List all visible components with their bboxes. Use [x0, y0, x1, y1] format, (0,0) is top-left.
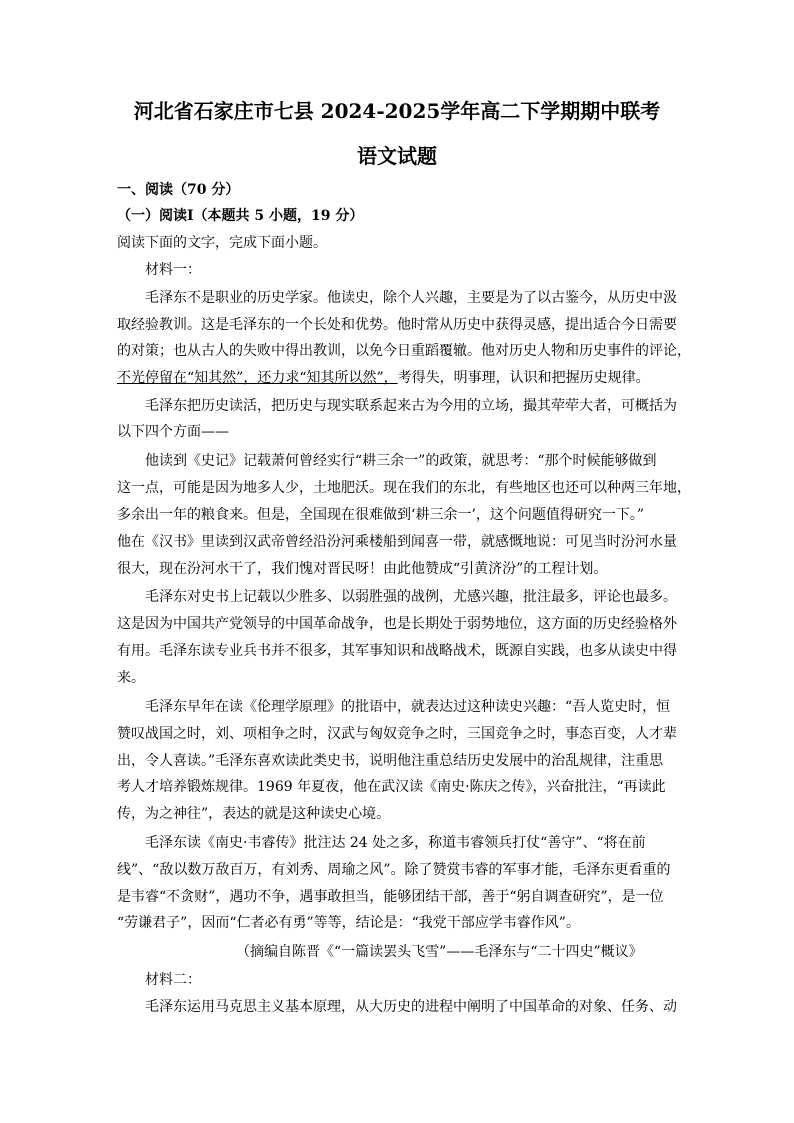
paragraph-line: 这一点，可能是因为地多人少，土地肥沃。现在我们的东北，有些地区也还可以种两三年地，: [117, 480, 691, 496]
paragraph-line: 这是因为中国共产党领导的中国革命战争，也是长期处于弱势地位，这方面的历史经验格外: [117, 616, 677, 632]
underlined-text: 不光停留在“知其然”，还力求“知其所以然”，: [117, 370, 398, 386]
paragraph-line: 以下四个方面——: [117, 424, 229, 440]
paragraph-line: 赞叹战国之时，刘、项相争之时，汉武与匈奴竞争之时，三国竞争之时，事态百变，人才辈: [117, 726, 677, 742]
document-subtitle: 语文试题: [357, 144, 437, 168]
material1-label: 材料一：: [145, 262, 201, 278]
material2-label: 材料二：: [145, 972, 201, 988]
instruction-text: 阅读下面的文字，完成下面小题。: [117, 235, 327, 251]
paragraph-line: 传，为之神往”，表达的就是这种读史心境。: [117, 806, 391, 822]
paragraph-line: [117, 368, 681, 388]
paragraph-line: 线”、“敌以数万敌百万，有刘秀、周瑜之风”。除了赞赏韦睿的军事才能，毛泽东更看重的: [117, 862, 671, 878]
paragraph-line-tail: 考得失，明事理，认识和把握历史规律。: [397, 370, 650, 386]
paragraph-line: 很大，现在汾河水干了，我们愧对晋民呀！由此他赞成“引黄济汾”的工程计划。: [117, 561, 608, 577]
citation: （摘编自陈晋《“一篇读罢头飞雪”——毛泽东与“二十四史”概议》: [236, 944, 643, 960]
paragraph-line: 毛泽东运用马克思主义基本原理，从大历史的进程中阐明了中国革命的对象、任务、动: [145, 999, 677, 1015]
paragraph-line: 毛泽东把历史读活，把历史与现实联系起来古为今用的立场，撮其荦荦大者，可概括为: [145, 398, 677, 414]
paragraph-line: 是韦睿“不贪财”，遇功不争，遇事敢担当，能够团结干部，善于“躬自调查研究”，是一位: [117, 889, 664, 905]
paragraph-line: 有用。毛泽东读专业兵书并不很多，其军事知识和战略战术，既源自实践，也多从读史中得: [117, 643, 677, 659]
paragraph-line: 出，令人喜读。”毛泽东喜欢读此类史书，说明他注重总结历史发展中的治乱规律，注重思: [117, 753, 664, 769]
paragraph-line: 多余出一年的粮食来。但是，全国现在很难做到‘耕三余一’，这个问题值得研究一下。”: [117, 507, 645, 523]
paragraph-line: 的对策；也从古人的失败中得出教训，以免今日重蹈覆辙。他对历史人物和历史事件的评论，: [117, 343, 691, 359]
document-title: 河北省石家庄市七县 2024-2025学年高二下学期期中联考: [133, 99, 661, 123]
paragraph-line: 毛泽东对史书上记载以少胜多、以弱胜强的战例，尤感兴趣，批注最多，评论也最多。: [145, 589, 677, 605]
paragraph-line: 毛泽东读《南史·韦睿传》批注达 24 处之多，称道韦睿领兵打仗“善守”、“将在前: [145, 835, 646, 851]
paragraph-line: 考人才培养锻炼规律。1969 年夏夜，他在武汉读《南史·陈庆之传》，兴奋批注，“再读此: [117, 779, 666, 795]
paragraph-line: 他读到《史记》记载萧何曾经实行“耕三余一”的政策，就思考：“那个时候能够做到: [145, 453, 657, 469]
paragraph-line: “劳谦君子”，因而“仁者必有勇”等等，结论是：“我党干部应学韦睿作风”。: [117, 915, 580, 931]
paragraph-line: 来。: [117, 670, 145, 686]
section-heading: 一、阅读（70 分）: [117, 182, 240, 198]
section-subheading: （一）阅读Ⅰ（本题共 5 小题，19 分）: [117, 208, 364, 224]
paragraph-line: 取经验教训。这是毛泽东的一个长处和优势。他时常从历史中获得灵感，提出适合今日需要: [117, 317, 677, 333]
paragraph-line: 毛泽东早年在读《伦理学原理》的批语中，就表达过这种读史兴趣：“吾人览史时，恒: [145, 699, 671, 715]
paragraph-line: 毛泽东不是职业的历史学家。他读史，除个人兴趣，主要是为了以古鉴今，从历史中汲: [145, 290, 677, 306]
paragraph-line: 他在《汉书》里读到汉武帝曾经沿汾河乘楼船到闻喜一带，就感慨地说：可见当时汾河水量: [117, 534, 677, 550]
